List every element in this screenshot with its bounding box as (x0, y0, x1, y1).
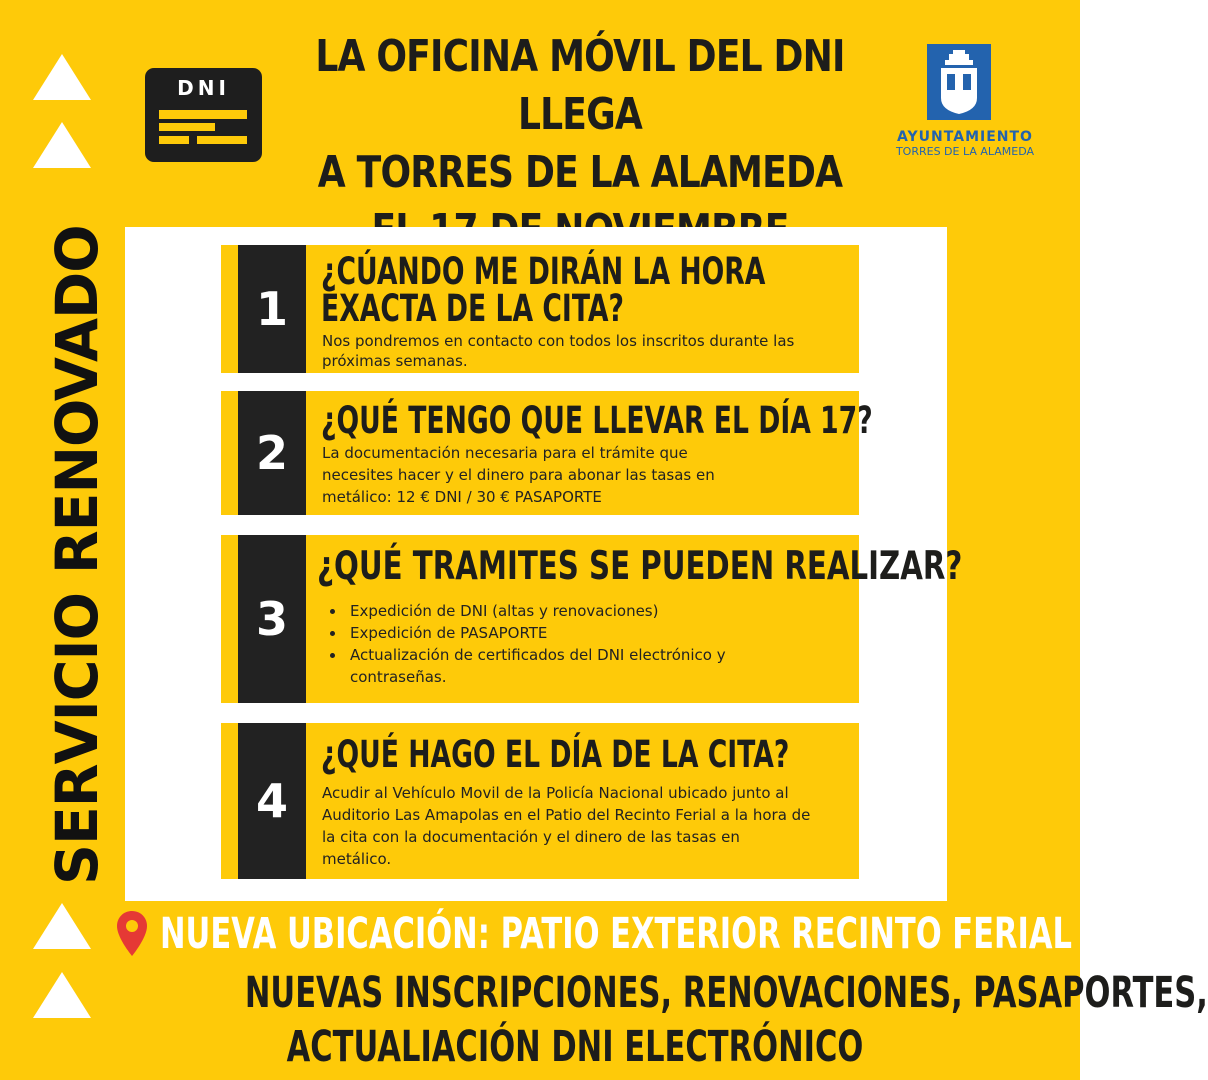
logo-name: AYUNTAMIENTO (897, 129, 1033, 145)
location-notice (115, 905, 1072, 965)
triangle-icon (33, 972, 91, 1018)
card-question: ¿CÚANDO ME DIRÁN LA HORA EXACTA DE LA CITA? (321, 250, 766, 330)
list-item: • Expedición de DNI (altas y renovaciones) (346, 600, 766, 622)
coat-of-arms-icon (927, 44, 991, 120)
footer-line-2: ACTUALIACIÓN DNI ELECTRÓNICO (286, 1022, 864, 1072)
logo-town: TORRES DE LA ALAMEDA (895, 145, 1035, 158)
title-line-2: A TORRES DE LA ALAMEDA (317, 147, 843, 198)
card-question: ¿QUÉ TENGO QUE LLEVAR EL DÍA 17? (321, 399, 873, 442)
card-stripe (159, 123, 215, 131)
card-number: 4 (238, 723, 306, 879)
page-title (240, 28, 920, 260)
list-item: • Actualización de certificados del DNI electrónico y contraseñas. (346, 644, 766, 688)
card-question: ¿QUÉ TRAMITES SE PUEDEN REALIZAR? (317, 544, 963, 589)
card-number: 1 (238, 245, 306, 373)
card-stripe (159, 136, 247, 144)
card-answer: Nos pondremos en contacto con todos los inscritos durante las próximas semanas. (322, 332, 795, 370)
card-number: 3 (238, 535, 306, 703)
card-question: ¿QUÉ HAGO EL DÍA DE LA CITA? (321, 733, 790, 776)
info-card-2 (221, 391, 873, 515)
card-number: 2 (238, 391, 306, 515)
location-pin-icon (115, 909, 149, 964)
card-answer: Acudir al Vehículo Movil de la Policía Nacional ubicado junto al Auditorio Las Amapolas en el Patio del Recinto Ferial a la hora de la cita con la documentación y el dinero de las tasas en metálico. (322, 784, 811, 868)
triangle-icon (33, 122, 91, 168)
dni-card-label: DNI (177, 76, 230, 100)
triangle-icon (33, 54, 91, 100)
info-card-3 (221, 535, 963, 703)
title-line-1: LA OFICINA MÓVIL DEL DNI LLEGA (315, 31, 845, 140)
municipality-logo (885, 44, 1045, 164)
list-item: • Expedición de PASAPORTE (346, 622, 766, 644)
footer (110, 966, 1208, 1074)
card-answer: La documentación necesaria para el trámite que necesites hacer y el dinero para abonar las tasas en metálico: 12 € DNI / 30 € PASAPORTE (322, 444, 715, 506)
side-banner-text: SERVICIO RENOVADO (43, 225, 111, 885)
footer-line-1: NUEVAS INSCRIPCIONES, RENOVACIONES, PASAPORTES, (244, 968, 1208, 1018)
card-stripe (159, 110, 247, 119)
location-text: NUEVA UBICACIÓN: PATIO EXTERIOR RECINTO FERIAL (160, 909, 1072, 959)
info-card-4 (221, 723, 859, 879)
info-card-1 (221, 245, 859, 373)
procedures-list (324, 600, 766, 688)
triangle-icon (33, 903, 91, 949)
